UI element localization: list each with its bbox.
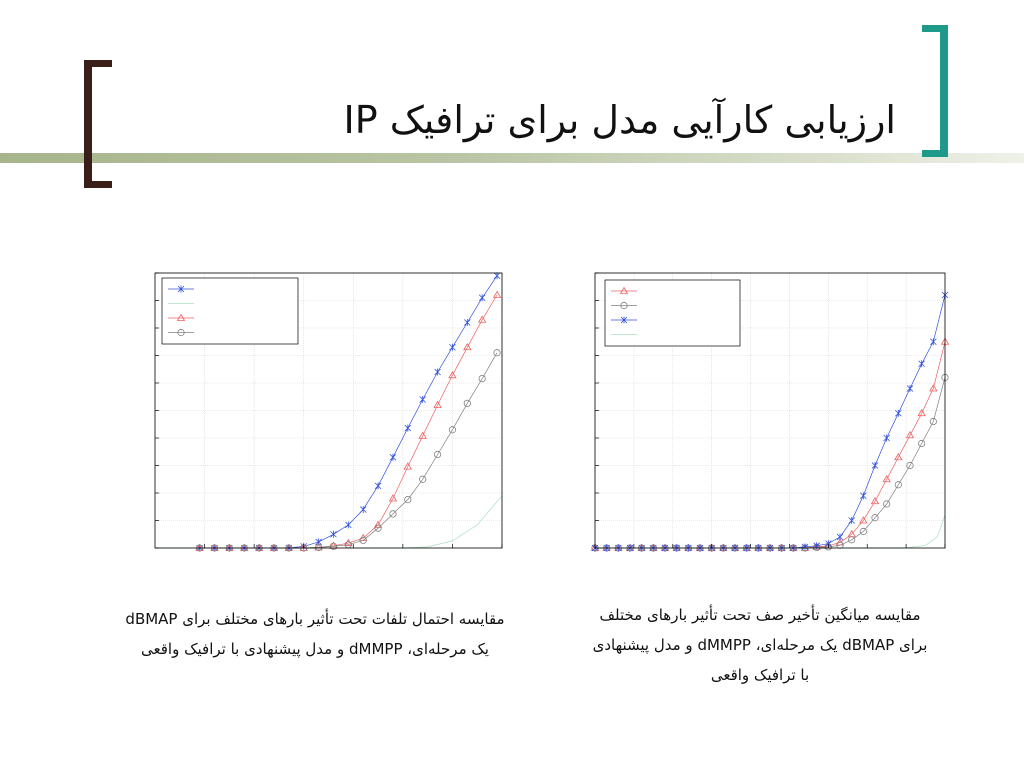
caption-line: یک مرحله‌ای، dMMPP و مدل پیشنهادی با ترافیک واقعی <box>141 640 489 658</box>
header-band <box>0 153 1024 163</box>
left-bracket <box>84 60 114 188</box>
caption-line: مقایسه احتمال تلفات تحت تأثیر بارهای مختلف برای dBMAP <box>125 610 505 628</box>
caption-line: با ترافیک واقعی <box>710 666 810 684</box>
right-bracket <box>920 25 950 157</box>
slide-title: ارزیابی کارآیی مدل برای ترافیک IP <box>343 98 896 142</box>
legend <box>162 278 298 344</box>
caption-line: برای dBMAP یک مرحله‌ای، dMMPP و مدل پیشنهادی <box>592 636 928 654</box>
loss-rate-chart <box>100 250 520 585</box>
legend <box>605 280 740 346</box>
caption-loss-rate <box>100 604 530 664</box>
caption-line: مقایسه میانگین تأخیر صف تحت تأثیر بارهای مختلف <box>599 606 921 624</box>
queuing-delay-chart <box>550 262 960 585</box>
caption-queuing-delay <box>560 600 960 690</box>
